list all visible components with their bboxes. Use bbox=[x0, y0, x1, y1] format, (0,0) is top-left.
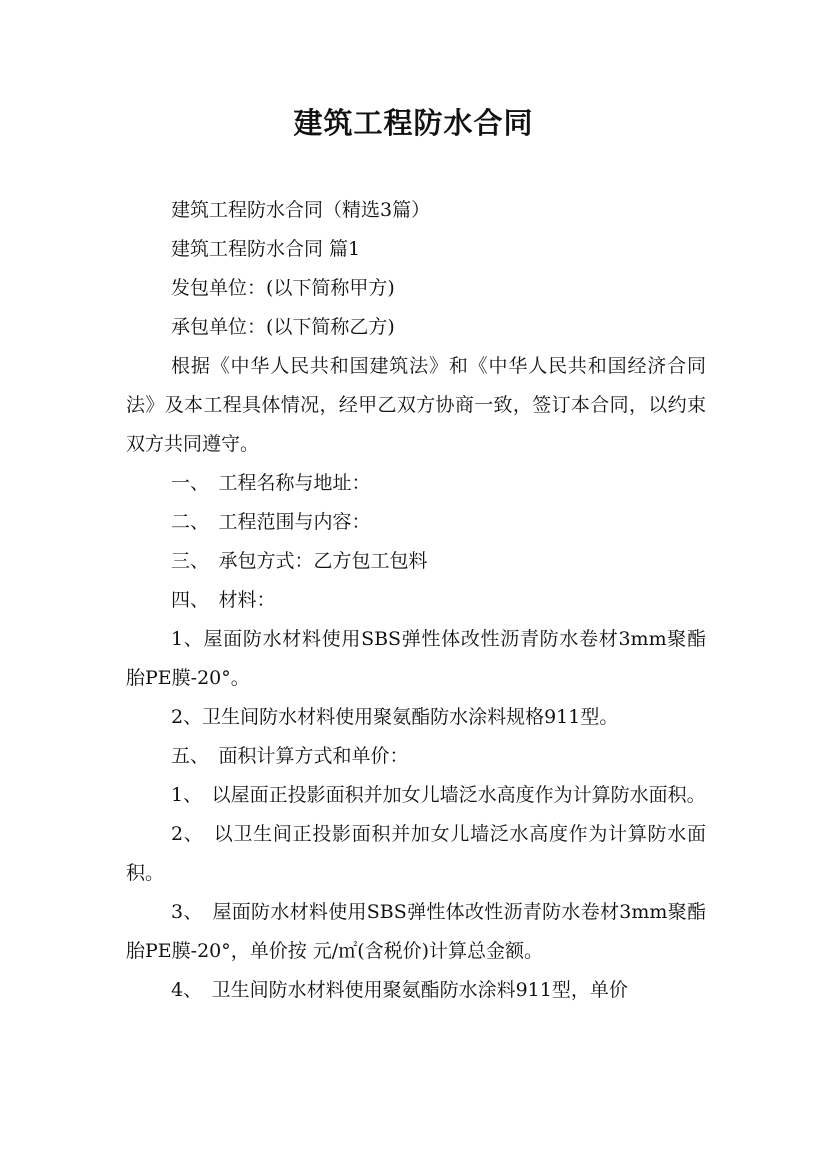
paragraph-clause-3: 三、 承包方式：乙方包工包料 bbox=[171, 550, 428, 572]
paragraph-material-2: 2、卫生间防水材料使用聚氨酯防水涂料规格911型。 bbox=[171, 706, 619, 728]
paragraph-material-1: 1、屋面防水材料使用SBS弹性体改性沥青防水卷材3mm聚酯胎PE膜-20°。 bbox=[126, 628, 706, 689]
paragraph-employer: 发包单位：(以下简称甲方) bbox=[171, 277, 395, 299]
paragraph-clause-4: 四、 材料： bbox=[171, 589, 276, 611]
paragraph-area-3: 3、 屋面防水材料使用SBS弹性体改性沥青防水卷材3mm聚酯胎PE膜-20°，单价按 元/㎡(含税价)计算总金额。 bbox=[126, 901, 706, 962]
paragraph-area-4: 4、 卫生间防水材料使用聚氨酯防水涂料911型，单价 bbox=[171, 979, 628, 1001]
paragraph-area-1: 1、 以屋面正投影面积并加女儿墙泛水高度作为计算防水面积。 bbox=[171, 784, 706, 806]
paragraph-section-heading: 建筑工程防水合同 篇1 bbox=[171, 238, 361, 260]
paragraph-clause-1: 一、 工程名称与地址： bbox=[171, 472, 371, 494]
document-body bbox=[126, 191, 706, 1010]
paragraph-area-2: 2、 以卫生间正投影面积并加女儿墙泛水高度作为计算防水面积。 bbox=[126, 823, 706, 884]
paragraph-clause-2: 二、 工程范围与内容： bbox=[171, 511, 371, 533]
paragraph-contractor: 承包单位：(以下简称乙方) bbox=[171, 316, 395, 338]
paragraph-subtitle: 建筑工程防水合同（精选3篇） bbox=[171, 199, 431, 221]
document-title: 建筑工程防水合同 bbox=[293, 106, 534, 140]
paragraph-preamble: 根据《中华人民共和国建筑法》和《中华人民共和国经济合同法》及本工程具体情况，经甲乙双方协商一致，签订本合同，以约束双方共同遵守。 bbox=[126, 355, 706, 455]
paragraph-clause-5: 五、 面积计算方式和单价： bbox=[171, 745, 409, 767]
